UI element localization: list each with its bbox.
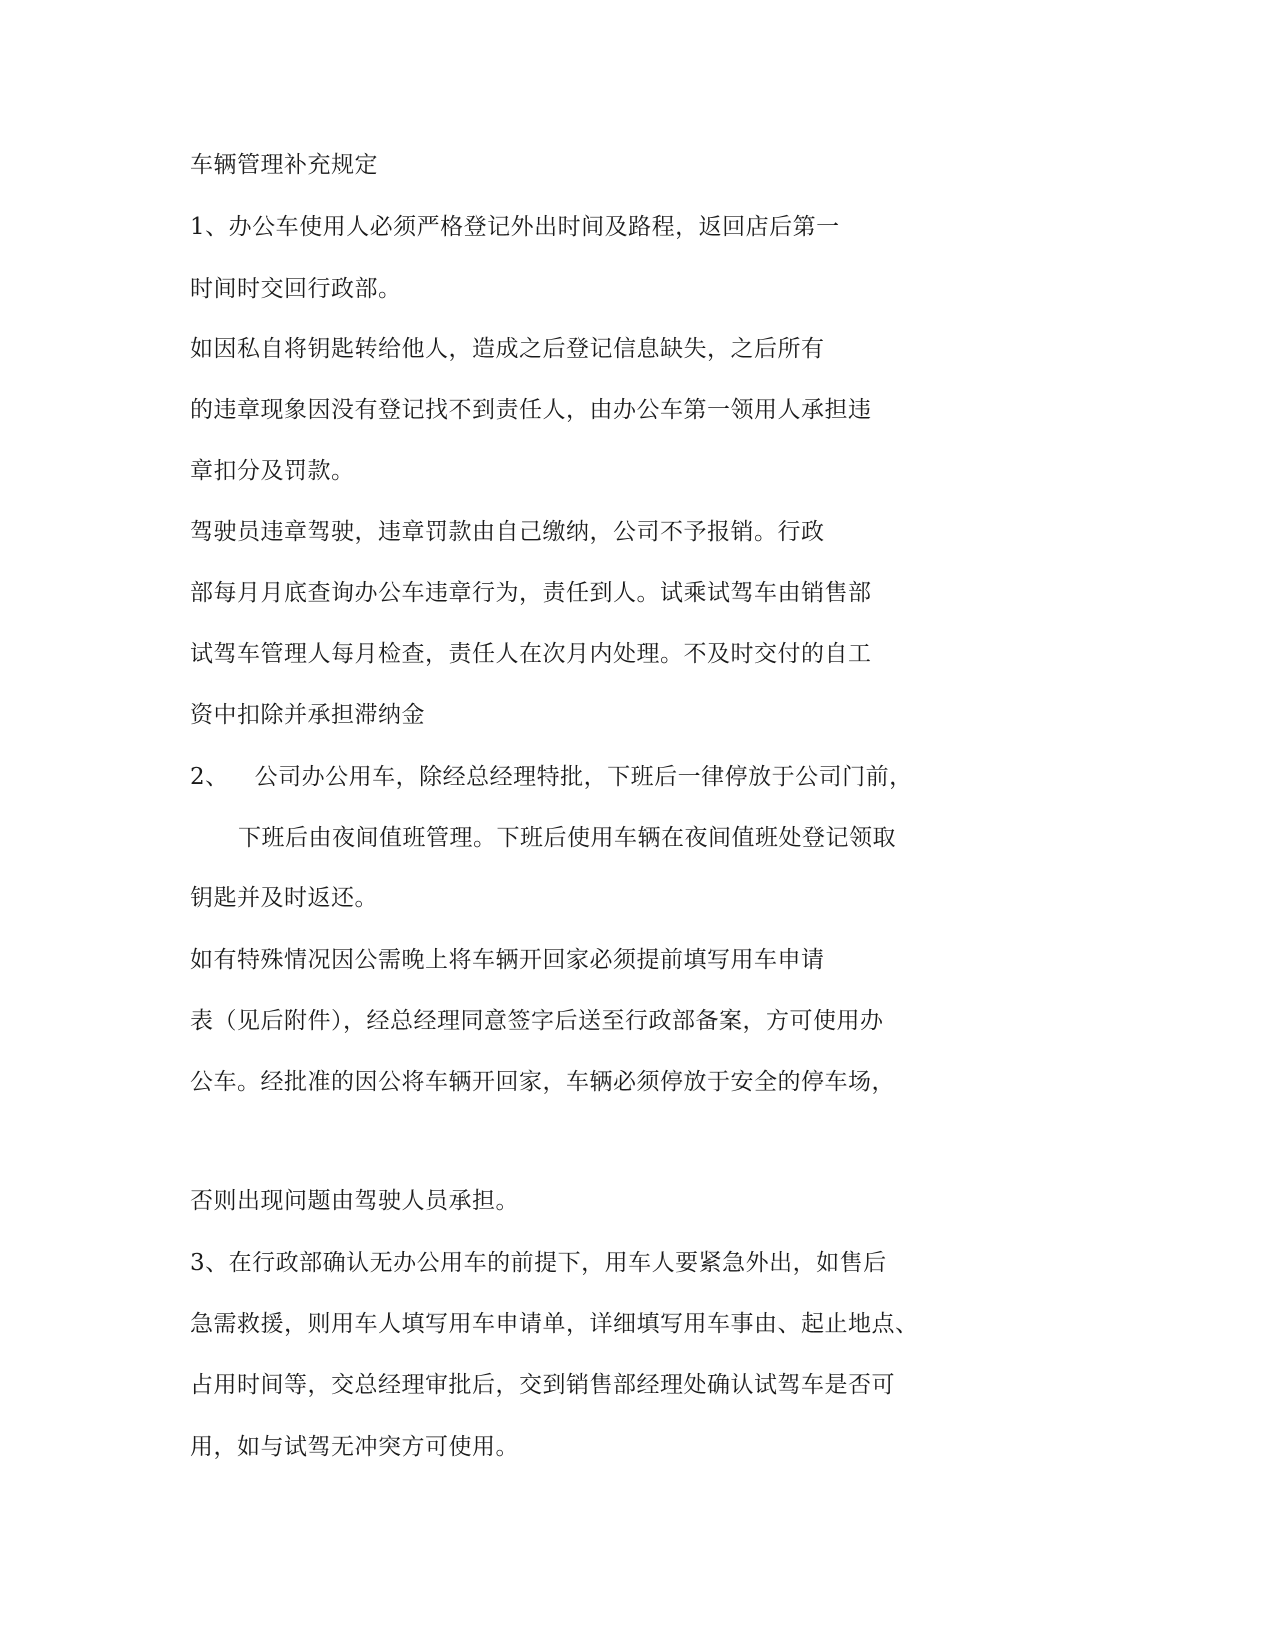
paragraph-line: 资中扣除并承担滞纳金 xyxy=(190,702,425,728)
paragraph-line: 1、办公车使用人必须严格登记外出时间及路程，返回店后第一 xyxy=(190,214,840,240)
paragraph-line: 占用时间等，交总经理审批后，交到销售部经理处确认试驾车是否可 xyxy=(190,1372,895,1398)
item-2-text: 公司办公用车，除经总经理特批，下班后一律停放于公司门前， xyxy=(254,764,913,790)
paragraph-line: 否则出现问题由驾驶人员承担。 xyxy=(190,1188,519,1214)
paragraph-line: 下班后由夜间值班管理。下班后使用车辆在夜间值班处登记领取 xyxy=(238,825,896,851)
paragraph-line: 钥匙并及时返还。 xyxy=(190,885,378,911)
paragraph-line: 驾驶员违章驾驶，违章罚款由自己缴纳，公司不予报销。行政 xyxy=(190,519,825,545)
paragraph-line: 3、在行政部确认无办公用车的前提下，用车人要紧急外出，如售后 xyxy=(190,1250,887,1276)
document-title: 车辆管理补充规定 xyxy=(190,152,378,178)
paragraph-line: 部每月月底查询办公车违章行为，责任到人。试乘试驾车由销售部 xyxy=(190,580,872,606)
paragraph-line: 章扣分及罚款。 xyxy=(190,458,355,484)
paragraph-line: 如有特殊情况因公需晚上将车辆开回家必须提前填写用车申请 xyxy=(190,947,825,973)
paragraph-line: 表（见后附件），经总经理同意签字后送至行政部备案，方可使用办 xyxy=(190,1008,884,1034)
paragraph-line: 如因私自将钥匙转给他人，造成之后登记信息缺失，之后所有 xyxy=(190,336,825,362)
paragraph-line: 时间时交回行政部。 xyxy=(190,276,402,302)
paragraph-line: 的违章现象因没有登记找不到责任人，由办公车第一领用人承担违 xyxy=(190,397,872,423)
paragraph-line: 公车。经批准的因公将车辆开回家，车辆必须停放于安全的停车场， xyxy=(190,1069,895,1095)
paragraph-line: 用，如与试驾无冲突方可使用。 xyxy=(190,1434,519,1460)
item-2-number: 2、 xyxy=(190,764,229,790)
paragraph-line: 急需救援，则用车人填写用车申请单，详细填写用车事由、起止地点、 xyxy=(190,1311,919,1337)
paragraph-line: 试驾车管理人每月检查，责任人在次月内处理。不及时交付的自工 xyxy=(190,641,872,667)
item-2-line xyxy=(190,762,913,792)
